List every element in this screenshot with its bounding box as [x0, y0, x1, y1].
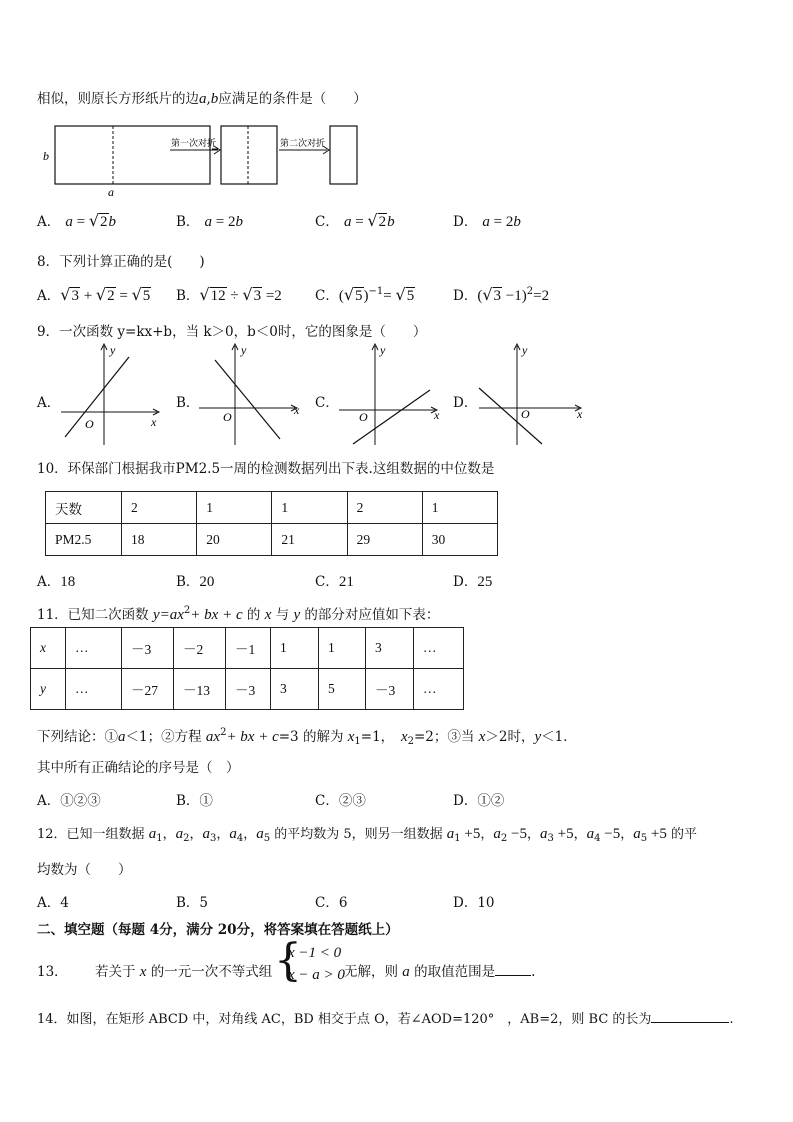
q7-option-c[interactable]: C． a = √2b	[315, 211, 395, 230]
q11-table	[30, 627, 464, 710]
q13-inequality-2: x − a > 0	[288, 967, 345, 983]
q11-option-c[interactable]: C．②③	[315, 793, 366, 809]
fold1-label: 第一次对折	[171, 139, 217, 149]
q7-stem: 相似，则原长方形纸片的边a,b应满足的条件是（ ）	[37, 91, 367, 107]
q9-stem: 9．一次函数 y=kx+b，当 k＞0，b＜0时，它的图象是（ ）	[37, 324, 427, 340]
q8-stem: 8．下列计算正确的是( )	[37, 254, 205, 270]
svg-text:O: O	[85, 417, 94, 431]
q7-option-d[interactable]: D． a = 2b	[453, 214, 521, 230]
q9-graph-c	[335, 342, 447, 447]
q11-option-d[interactable]: D．①②	[453, 793, 505, 809]
answer-blank[interactable]	[651, 1022, 729, 1023]
svg-text:x: x	[577, 407, 583, 421]
q8-option-c[interactable]: C．$(√5)^{-1}= √5$	[315, 285, 415, 304]
q9-option-a[interactable]: A．	[37, 395, 61, 411]
q13-inequality-1: x −1 < 0	[288, 945, 342, 961]
table-row: x … －3 －2 －1 1 1 3 …	[31, 628, 464, 669]
q13-stem-post: 无解，则 a 的取值范围是 .	[344, 964, 536, 980]
q7-option-b[interactable]: B． a = 2b	[176, 214, 243, 230]
q13-number: 13．	[37, 964, 68, 980]
q13-stem-pre: 若关于 x 的一元一次不等式组	[95, 964, 273, 980]
q7-folding-figure	[40, 118, 370, 200]
q11-stem: 11．已知二次函数 $y=ax^2+$ bx + c 的 x 与 y 的部分对应值如下表：	[37, 605, 440, 623]
svg-text:O: O	[359, 410, 368, 424]
answer-blank[interactable]	[495, 975, 531, 976]
section-title: 二、填空题（每题 4分，满分 20分，将答案填在答题纸上）	[37, 922, 399, 938]
q12-option-d[interactable]: D．10	[453, 895, 495, 911]
q14-stem: 14．如图，在矩形 ABCD 中，对角线 AC，BD 相交于点 O，若∠AOD=120° ，AB=2，则 BC 的长为 .	[37, 1012, 734, 1027]
q11-option-b[interactable]: B．①	[176, 793, 213, 809]
table-row: y … －27 －13 －3 3 5 －3 …	[31, 669, 464, 710]
q9-option-c[interactable]: C．	[315, 395, 339, 411]
q12-option-b[interactable]: B．5	[176, 895, 209, 911]
q8-option-d[interactable]: D．$(√3 -1)^2=2$	[453, 285, 550, 304]
q8-option-b[interactable]: B．√12 ÷ √3 =2	[176, 285, 282, 304]
q12-stem: 12．已知一组数据 $a_1$，$a_2$，$a_3$，$a_4$，$a_5$ 的平均数为 5，则另一组数据 $a_1 +5$，$a_2 -5$，$a_3 +5$，$a_4 -5$，$a_5 +5$ 的平	[37, 826, 697, 844]
q12-option-c[interactable]: C．6	[315, 895, 348, 911]
q10-option-d[interactable]: D．25	[453, 574, 493, 590]
q7-option-a[interactable]: A． a = √2b	[37, 211, 117, 230]
q11-question: 其中所有正确结论的序号是（ ）	[37, 760, 240, 776]
svg-text:y: y	[241, 343, 247, 357]
label-a: a	[108, 185, 114, 199]
fold2-label: 第二次对折	[280, 139, 326, 149]
q13-brace: {	[274, 935, 302, 986]
svg-text:O: O	[521, 407, 530, 421]
svg-text:y: y	[380, 343, 386, 357]
q12-stem-line2: 均数为（ ）	[37, 862, 132, 878]
table-row: 天数 2 1 1 2 1	[46, 492, 498, 524]
q12-option-a[interactable]: A．4	[37, 895, 69, 911]
label-b: b	[43, 149, 49, 163]
svg-text:O: O	[223, 410, 232, 424]
q10-option-b[interactable]: B．20	[176, 574, 215, 590]
table-row: PM2.5 18 20 21 29 30	[46, 524, 498, 556]
q11-conclusions: 下列结论：①a＜1；②方程 $ax^2+$ bx + c=3 的解为 $x_1=1$， $x_2=2$；③当 x＞2时，y＜1．	[37, 727, 577, 747]
q8-option-a[interactable]: A．√3 + √2 = √5	[37, 285, 151, 304]
q10-option-a[interactable]: A．18	[37, 574, 76, 590]
svg-text:x: x	[294, 403, 300, 417]
svg-text:x: x	[434, 408, 440, 422]
q9-option-b[interactable]: B．	[176, 395, 200, 411]
q9-graph-a	[57, 342, 167, 447]
q10-stem: 10．环保部门根据我市PM2.5一周的检测数据列出下表.这组数据的中位数是	[37, 461, 495, 477]
q9-option-d[interactable]: D．	[453, 395, 478, 411]
svg-text:y: y	[110, 343, 116, 357]
q11-option-a[interactable]: A．①②③	[37, 793, 101, 809]
q10-table	[45, 491, 498, 556]
q10-option-c[interactable]: C．21	[315, 574, 354, 590]
q9-graph-b	[195, 342, 307, 447]
svg-text:y: y	[522, 343, 528, 357]
q9-graph-d	[475, 342, 590, 447]
svg-text:x: x	[151, 415, 157, 429]
